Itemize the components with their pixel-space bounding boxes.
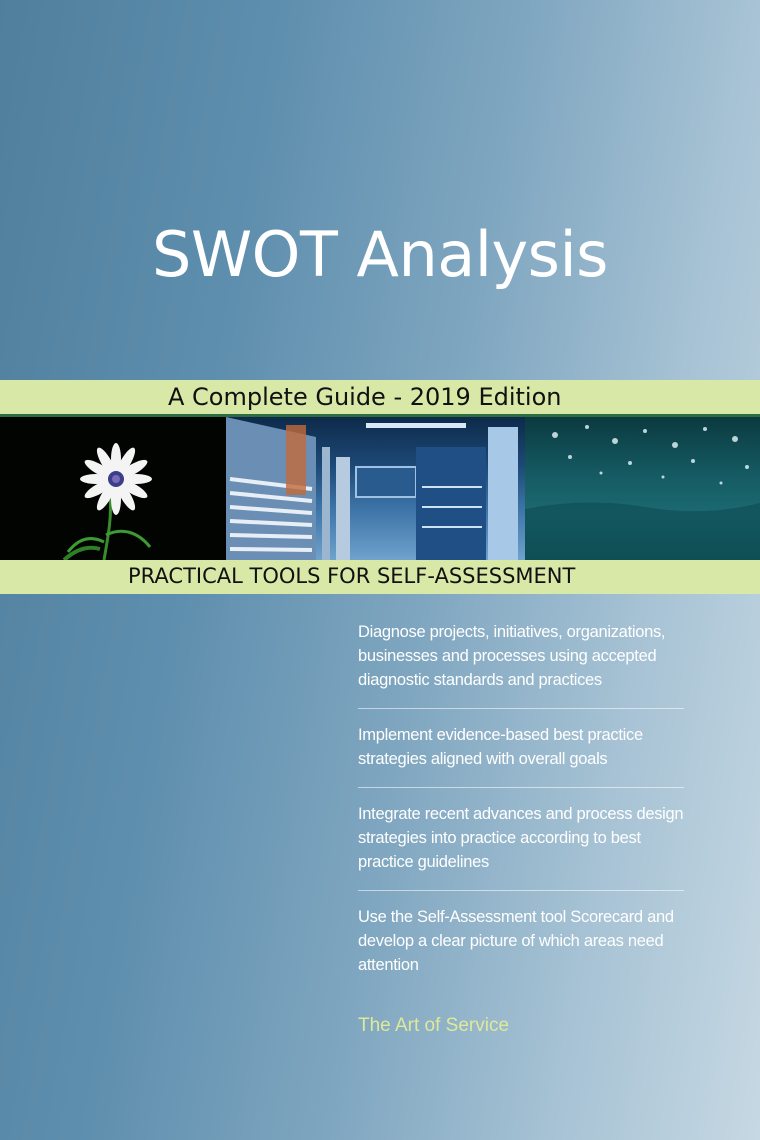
feature-item: Use the Self-Assessment tool Scorecard and develop a clear picture of which areas need attention xyxy=(358,908,674,974)
underwater-photo xyxy=(525,417,760,560)
feature-list xyxy=(358,620,684,1007)
industrial-facility-photo xyxy=(226,417,525,560)
feature-item: Implement evidence-based best practice strategies aligned with overall goals xyxy=(358,723,684,788)
tagline-band xyxy=(0,560,760,594)
book-tagline: PRACTICAL TOOLS FOR SELF-ASSESSMENT xyxy=(128,564,576,588)
feature-item: Diagnose projects, initiatives, organizations, businesses and processes using accepted diagnostic standards and practices xyxy=(358,620,684,709)
book-title: SWOT Analysis xyxy=(152,217,608,291)
white-daisy-photo xyxy=(0,417,226,560)
feature-item: Integrate recent advances and process design strategies into practice according to best practice guidelines xyxy=(358,802,684,891)
subtitle-band xyxy=(0,380,760,417)
book-subtitle: A Complete Guide - 2019 Edition xyxy=(168,383,562,411)
publisher-name: The Art of Service xyxy=(358,1015,510,1036)
